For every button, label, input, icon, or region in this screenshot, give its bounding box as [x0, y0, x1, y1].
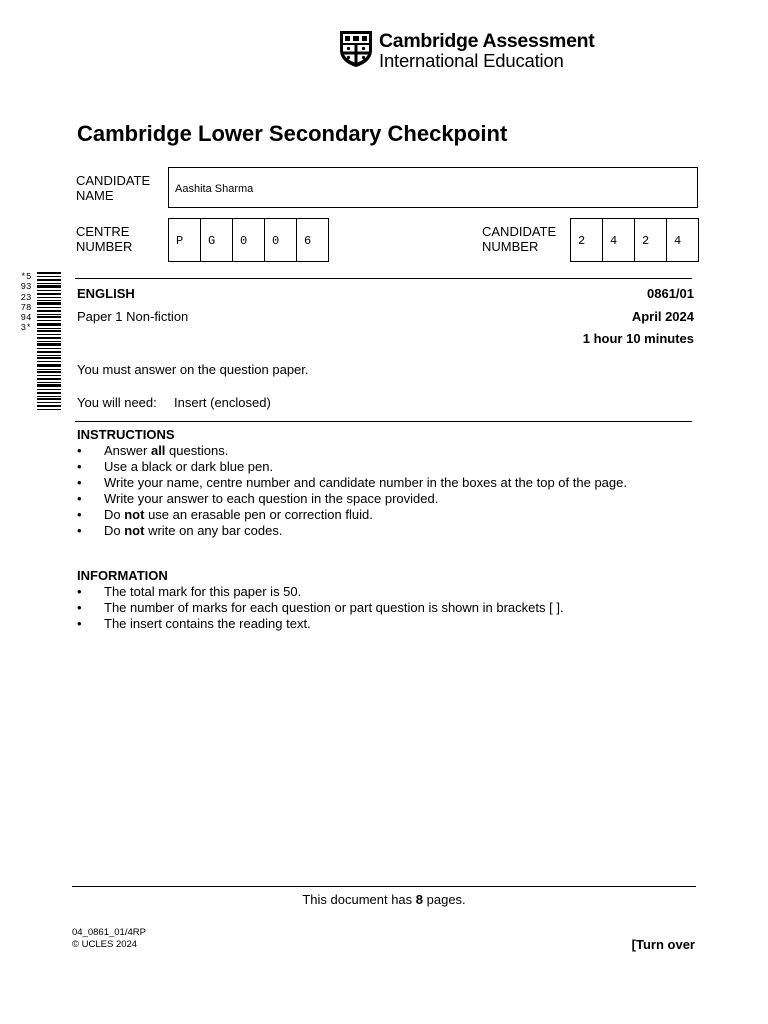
item-bold: all [150, 443, 166, 458]
centre-digit[interactable]: P [169, 219, 201, 261]
logo-line-2: International Education [379, 50, 564, 71]
candidate-digit[interactable]: 2 [571, 219, 603, 261]
item-text: use an erasable pen or correction fluid. [144, 507, 373, 522]
instructions-heading: INSTRUCTIONS [77, 427, 175, 442]
centre-digit[interactable]: 0 [265, 219, 297, 261]
candidate-name-label-line2: NAME [76, 188, 114, 203]
candidate-name-label-line1: CANDIDATE [76, 173, 151, 188]
document-reference: 04_0861_01/4RP [72, 927, 146, 938]
item-text: Do [104, 507, 125, 522]
page-count-number: 8 [415, 892, 424, 907]
session: April 2024 [631, 309, 694, 324]
item-text: Write your answer to each question in the space provided. [104, 491, 439, 506]
copyright: © UCLES 2024 [72, 939, 138, 950]
item-text: Write your name, centre number and candidate number in the boxes at the top of the page. [104, 475, 627, 490]
candidate-name-label [76, 173, 150, 203]
item-text: Answer [104, 443, 151, 458]
item-bold: not [124, 507, 145, 522]
logo-line-1: Cambridge Assessment [379, 30, 595, 52]
candidate-number-label [482, 224, 556, 254]
divider [75, 278, 692, 279]
list-item: • The insert contains the reading text. [77, 616, 564, 632]
need-label: You will need: [77, 395, 157, 410]
information-list [77, 584, 564, 632]
candidate-number-boxes[interactable] [570, 218, 699, 262]
centre-number-label [76, 224, 132, 254]
item-text: Do [104, 523, 125, 538]
cambridge-logo [339, 30, 595, 71]
need-value: Insert (enclosed) [174, 395, 271, 410]
list-item [77, 475, 627, 491]
page-count [0, 892, 768, 907]
list-item [77, 491, 627, 507]
cambridge-shield-icon [339, 30, 373, 68]
turn-over: [Turn over [631, 937, 695, 952]
item-text: questions. [165, 443, 229, 458]
paper-name: Paper 1 Non-fiction [77, 309, 189, 324]
list-item [77, 507, 627, 523]
list-item [77, 443, 627, 459]
candidate-name-field[interactable] [168, 167, 698, 208]
candidate-digit[interactable]: 2 [635, 219, 667, 261]
list-item [77, 523, 627, 539]
answer-note: You must answer on the question paper. [77, 362, 309, 377]
item-text: write on any bar codes. [144, 523, 283, 538]
divider [75, 421, 692, 422]
candidate-number-label-line2: NUMBER [482, 239, 539, 254]
centre-number-label-line1: CENTRE [76, 224, 130, 239]
candidate-digit[interactable]: 4 [667, 219, 699, 261]
centre-number-label-line2: NUMBER [76, 239, 133, 254]
candidate-name-value: Aashita Sharma [175, 183, 254, 195]
page-count-text: pages. [423, 892, 466, 907]
page-title: Cambridge Lower Secondary Checkpoint [77, 121, 508, 146]
information-heading: INFORMATION [77, 568, 168, 583]
item-bold: not [124, 523, 145, 538]
list-item [77, 459, 627, 475]
centre-digit[interactable]: G [201, 219, 233, 261]
list-item: • The number of marks for each question or part question is shown in brackets [ ]. [77, 600, 564, 616]
barcode [37, 272, 61, 410]
centre-digit[interactable]: 0 [233, 219, 265, 261]
footer-ref [72, 927, 146, 951]
footer-divider [72, 886, 696, 887]
instructions-list [77, 443, 627, 539]
list-item: • The total mark for this paper is 50. [77, 584, 564, 600]
page-count-text: This document has [302, 892, 416, 907]
item-text: Use a black or dark blue pen. [104, 459, 274, 474]
candidate-digit[interactable]: 4 [603, 219, 635, 261]
paper-code: 0861/01 [647, 286, 694, 301]
centre-digit[interactable]: 6 [297, 219, 329, 261]
centre-number-boxes[interactable] [168, 218, 329, 262]
candidate-number-label-line1: CANDIDATE [482, 224, 557, 239]
subject: ENGLISH [77, 286, 135, 301]
barcode-text: *5932378943* [20, 272, 32, 334]
duration: 1 hour 10 minutes [582, 331, 694, 346]
